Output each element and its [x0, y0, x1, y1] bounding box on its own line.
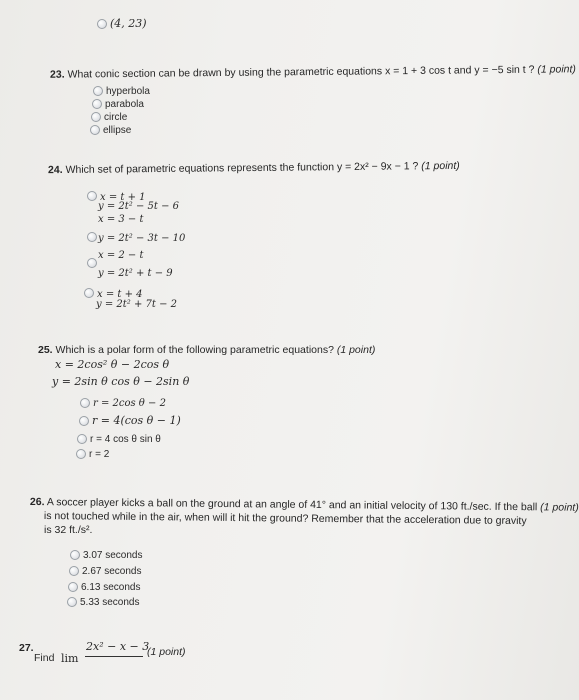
q23-option-1[interactable]: [93, 86, 150, 97]
q25-question: [38, 344, 375, 356]
q26-prompt-line1: A soccer player kicks a ball on the ground at an angle of 41° and an initial velocity of 130 ft./sec. If the ball: [46, 496, 538, 514]
q27-number: 27.: [19, 642, 34, 654]
q24-option-4-line1: x = t + 4: [97, 289, 143, 300]
q24-question: [48, 160, 460, 176]
q25-option-1[interactable]: [80, 398, 166, 409]
q27-points-wrap: [147, 646, 186, 658]
q26-option-4[interactable]: [67, 597, 140, 608]
q26-option-4-label: 5.33 seconds: [80, 597, 140, 608]
radio-icon[interactable]: [91, 112, 101, 122]
q24-number: 24.: [47, 164, 63, 177]
radio-icon[interactable]: [69, 566, 79, 576]
q23-prompt: What conic section can be drawn by using the parametric equations x = 1 + 3 cos t and y = −5 sin t ?: [67, 63, 535, 81]
q24-prompt: Which set of parametric equations represents the function y = 2x² − 9x − 1 ?: [65, 160, 419, 176]
q27-fraction-bar: [85, 656, 143, 657]
q23-option-4[interactable]: [90, 125, 131, 136]
q26-number: 26.: [29, 496, 45, 509]
radio-icon[interactable]: [84, 288, 94, 298]
q27-numerator: 2x² − x − 3: [86, 640, 150, 653]
q23-option-4-label: ellipse: [103, 125, 132, 136]
q25-option-4[interactable]: [76, 449, 109, 460]
radio-icon[interactable]: [79, 416, 89, 426]
q26-points: (1 point): [540, 501, 579, 514]
q27-points: (1 point): [147, 646, 186, 658]
q23-option-2-label: parabola: [105, 99, 144, 110]
q25-option-3[interactable]: [77, 434, 161, 445]
q22-option-last[interactable]: [97, 17, 147, 30]
q26-option-3-label: 6.13 seconds: [81, 582, 141, 593]
q26-option-2[interactable]: [69, 566, 142, 577]
q24-option-1-line1: x = t + 1: [100, 192, 146, 203]
q25-equation-x: x = 2cos² θ − 2cos θ: [55, 358, 170, 371]
q25-equation-y: y = 2sin θ cos θ − 2sin θ: [52, 375, 190, 388]
q26-option-1[interactable]: [70, 550, 143, 561]
q24-option-2-line2: y = 2t² − 3t − 10: [98, 233, 186, 244]
radio-icon[interactable]: [87, 191, 97, 201]
radio-icon[interactable]: [87, 232, 97, 242]
radio-icon[interactable]: [70, 550, 80, 560]
q24-option-2-line1: x = 3 − t: [98, 214, 144, 225]
q24-option-1-line2: y = 2t² − 5t − 6: [98, 201, 179, 212]
q25-option-2-label: r = 4(cos θ − 1): [92, 414, 181, 427]
radio-icon[interactable]: [67, 597, 77, 607]
radio-icon[interactable]: [68, 582, 78, 592]
radio-icon[interactable]: [97, 19, 107, 29]
q24-points: (1 point): [421, 159, 460, 173]
q27-find-label: Find: [34, 652, 55, 664]
radio-icon[interactable]: [90, 125, 100, 135]
q26-option-2-label: 2.67 seconds: [82, 566, 142, 577]
q27-lim-symbol: lim: [61, 652, 79, 665]
q24-option-3-line1: x = 2 − t: [98, 250, 144, 261]
q25-number: 25.: [38, 344, 53, 356]
q23-option-3-label: circle: [104, 112, 128, 123]
radio-icon[interactable]: [80, 398, 90, 408]
q26-option-1-label: 3.07 seconds: [83, 550, 143, 561]
q25-option-3-label: r = 4 cos θ sin θ: [90, 434, 161, 445]
q25-points: (1 point): [336, 344, 376, 356]
q26-prompt-line3: is 32 ft./s².: [44, 524, 93, 536]
q23-question: [50, 63, 576, 81]
radio-icon[interactable]: [77, 434, 87, 444]
q26-option-3[interactable]: [68, 582, 141, 593]
q25-option-4-label: r = 2: [89, 449, 110, 460]
q24-option-3-line2: y = 2t² + t − 9: [98, 268, 173, 279]
q22-option-label: (4, 23): [110, 17, 147, 30]
q26-prompt-line2: is not touched while in the air, when will it hit the ground? Remember that the acceleration due to gravity: [43, 510, 527, 528]
q25-option-1-label: r = 2cos θ − 2: [93, 398, 166, 409]
radio-icon[interactable]: [92, 99, 102, 109]
q25-option-2[interactable]: [79, 414, 181, 427]
q23-option-1-label: hyperbola: [106, 86, 150, 97]
q25-prompt: Which is a polar form of the following parametric equations?: [55, 344, 334, 356]
q23-option-3[interactable]: [91, 112, 127, 123]
q23-points: (1 point): [537, 63, 576, 76]
radio-icon[interactable]: [87, 258, 97, 268]
q23-number: 23.: [49, 68, 65, 81]
radio-icon[interactable]: [76, 449, 86, 459]
q24-option-4-line2: y = 2t² + 7t − 2: [96, 299, 177, 310]
radio-icon[interactable]: [93, 86, 103, 96]
q23-option-2[interactable]: [92, 99, 144, 110]
